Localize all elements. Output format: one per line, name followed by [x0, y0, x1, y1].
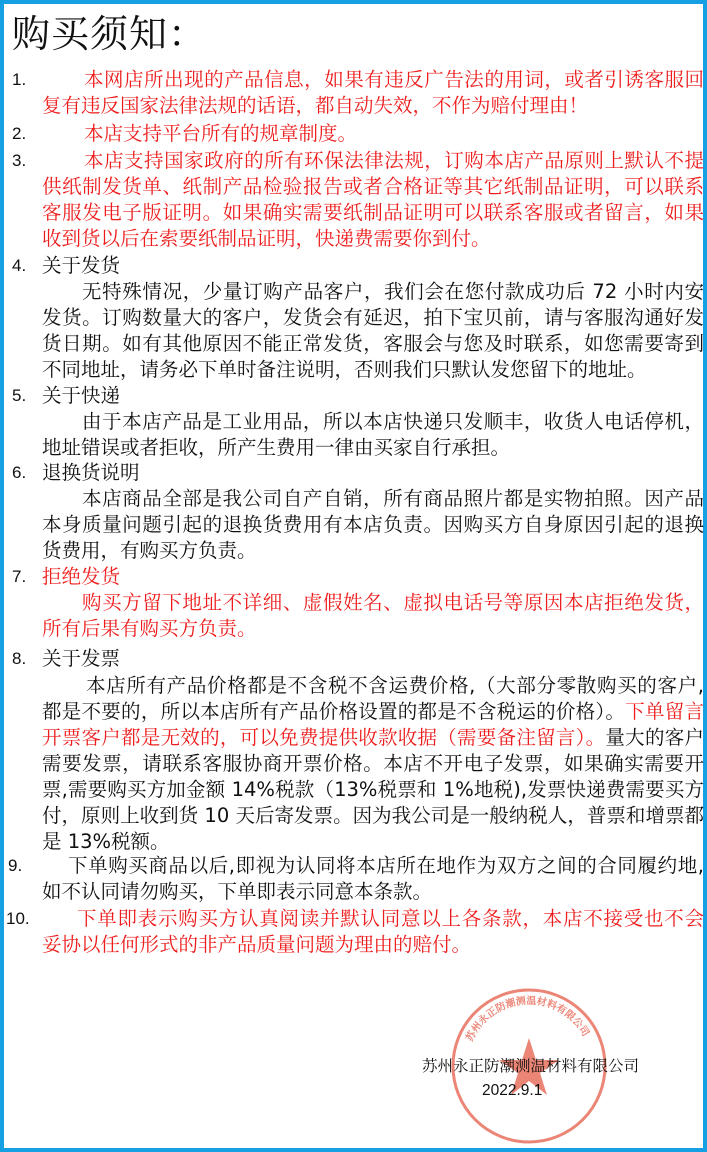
notice-line: [82, 486, 704, 512]
highlighted-text: 本店支持平台所有的规章制度。: [84, 122, 358, 145]
notice-line: [42, 751, 704, 777]
highlighted-text: 本网店所出现的产品信息，如果有违反广告法的用词，或者引诱客服回: [84, 68, 704, 91]
section-heading: [42, 460, 704, 486]
highlighted-text: 所有后果有购买方负责。: [42, 617, 257, 640]
text: 发货。订购数量大的客户，发货会有延迟，拍下宝贝前，请与客服沟通好发: [42, 306, 704, 329]
signature-date: 2022.9.1: [482, 1082, 543, 1099]
text: 货日期。如有其他原因不能正常发货，客服会与您及时联系，如您需要寄到: [42, 332, 704, 355]
text: 如不认同请勿购买，下单即表示同意本条款。: [42, 880, 433, 903]
section-heading: [42, 564, 704, 590]
item-number: 4.: [12, 256, 27, 275]
notice-line: [42, 725, 704, 751]
text: 退换货说明: [42, 461, 140, 484]
highlighted-text: 本店支持国家政府的所有环保法律法规，订购本店产品原则上默认不提: [84, 149, 704, 172]
notice-line: [82, 279, 704, 305]
text: 付，原则上收到货 10 天后寄发票。因为我公司是一般纳税人，普票和增票都: [42, 804, 704, 827]
notice-line: [42, 174, 704, 200]
seal-text: 苏州永正防潮测温材料有限公司: [464, 995, 591, 1044]
highlighted-text: 收到货以后在索要纸制品证明，快递费需要你到付。: [42, 227, 491, 250]
notice-line: [42, 512, 704, 538]
text: 本店所有产品价格都是不含税不含运费价格,（大部分零散购买的客户,: [86, 674, 704, 697]
item-number: 5.: [12, 386, 27, 405]
highlighted-text: 购买方留下地址不详细、虚假姓名、虚拟电话号等原因本店拒绝发货，: [82, 591, 704, 614]
text: 地址错误或者拒收，所产生费用一律由买家自行承担。: [42, 436, 511, 459]
text: 都是不要的，所以本店所有产品价格设置的都是不含税运的价格）。: [42, 700, 626, 723]
highlighted-text: 复有违反国家法律法规的话语，都自动失效，不作为赔付理由！: [42, 94, 589, 117]
section-heading: [42, 646, 704, 672]
text: 票,需要购买方加金额 14%税款（13%税票和 1%地税),发票快递费需要买方: [42, 778, 704, 801]
text: 关于发货: [42, 254, 121, 277]
text: 量大的客户: [605, 726, 704, 749]
text: 关于快递: [42, 384, 121, 407]
section-heading: [42, 383, 704, 409]
page-title: 购买须知：: [12, 12, 208, 56]
text: 无特殊情况，少量订购产品客户，我们会在您付款成功后 72 小时内安: [82, 280, 704, 303]
item-number: 8.: [12, 649, 27, 668]
highlighted-text: 供纸制发货单、纸制产品检验报告或者合格证等其它纸制品证明，可以联系: [42, 175, 704, 198]
notice-line: [42, 879, 704, 905]
notice-line: [42, 932, 704, 958]
text: 需要发票，请联系客服协商开票价格。本店不开电子发票，如果确实需要开: [42, 752, 704, 775]
highlighted-text: 开票客户都是无效的，可以免费提供收款收据（需要备注留言）。: [42, 726, 606, 749]
notice-line: [42, 435, 704, 461]
notice-line: [84, 67, 704, 93]
highlighted-text: 拒绝发货: [42, 565, 121, 588]
notice-line: [42, 699, 704, 725]
highlighted-text: 妥协以任何形式的非产品质量问题为理由的赔付。: [42, 933, 472, 956]
highlighted-text: 下单即表示购买方认真阅读并默认同意以上各条款，本店不接受也不会: [77, 907, 704, 930]
notice-line: [82, 590, 704, 616]
notice-line: [42, 538, 704, 564]
company-name: 苏州永正防潮测温材料有限公司: [422, 1057, 640, 1075]
notice-line: [42, 331, 704, 357]
text: 本身质量问题引起的退换货费用有本店负责。因购买方自身原因引起的退换: [42, 513, 704, 536]
item-number: 1.: [12, 70, 27, 89]
notice-line: [42, 777, 704, 803]
text: 是 13%税额。: [42, 830, 170, 853]
item-number: 6.: [12, 463, 27, 482]
highlighted-text: 下单留言: [625, 700, 704, 723]
item-number: 10.: [6, 909, 30, 928]
notice-line: [42, 803, 704, 829]
highlighted-text: 客服发电子版证明。如果确实需要纸制品证明可以联系客服或者留言，如果: [42, 201, 704, 224]
item-number: 3.: [12, 151, 27, 170]
text: 关于发票: [42, 647, 121, 670]
notice-line: [42, 357, 704, 383]
text: 货费用，有购买方负责。: [42, 539, 257, 562]
text: 本店商品全部是我公司自产自销，所有商品照片都是实物拍照。因产品: [82, 487, 704, 510]
notice-line: [77, 906, 704, 932]
text: 不同地址，请务必下单时备注说明，否则我们只默认发您留下的地址。: [42, 358, 647, 381]
notice-line: [82, 409, 704, 435]
section-heading: [42, 253, 704, 279]
notice-line: [42, 93, 704, 119]
notice-line: [42, 305, 704, 331]
notice-line: [42, 616, 704, 642]
notice-line: [84, 148, 704, 174]
notice-line: [86, 673, 704, 699]
text: 由于本店产品是工业用品，所以本店快递只发顺丰，收货人电话停机，: [82, 410, 704, 433]
item-number: 9.: [8, 856, 23, 875]
notice-line: [42, 829, 704, 855]
notice-line: [84, 121, 704, 147]
notice-line: [42, 200, 704, 226]
notice-line: [68, 853, 704, 879]
text: 下单购买商品以后,即视为认同将本店所在地作为双方之间的合同履约地,: [68, 854, 704, 877]
item-number: 7.: [12, 567, 27, 586]
item-number: 2.: [12, 124, 27, 143]
notice-line: [42, 226, 704, 252]
